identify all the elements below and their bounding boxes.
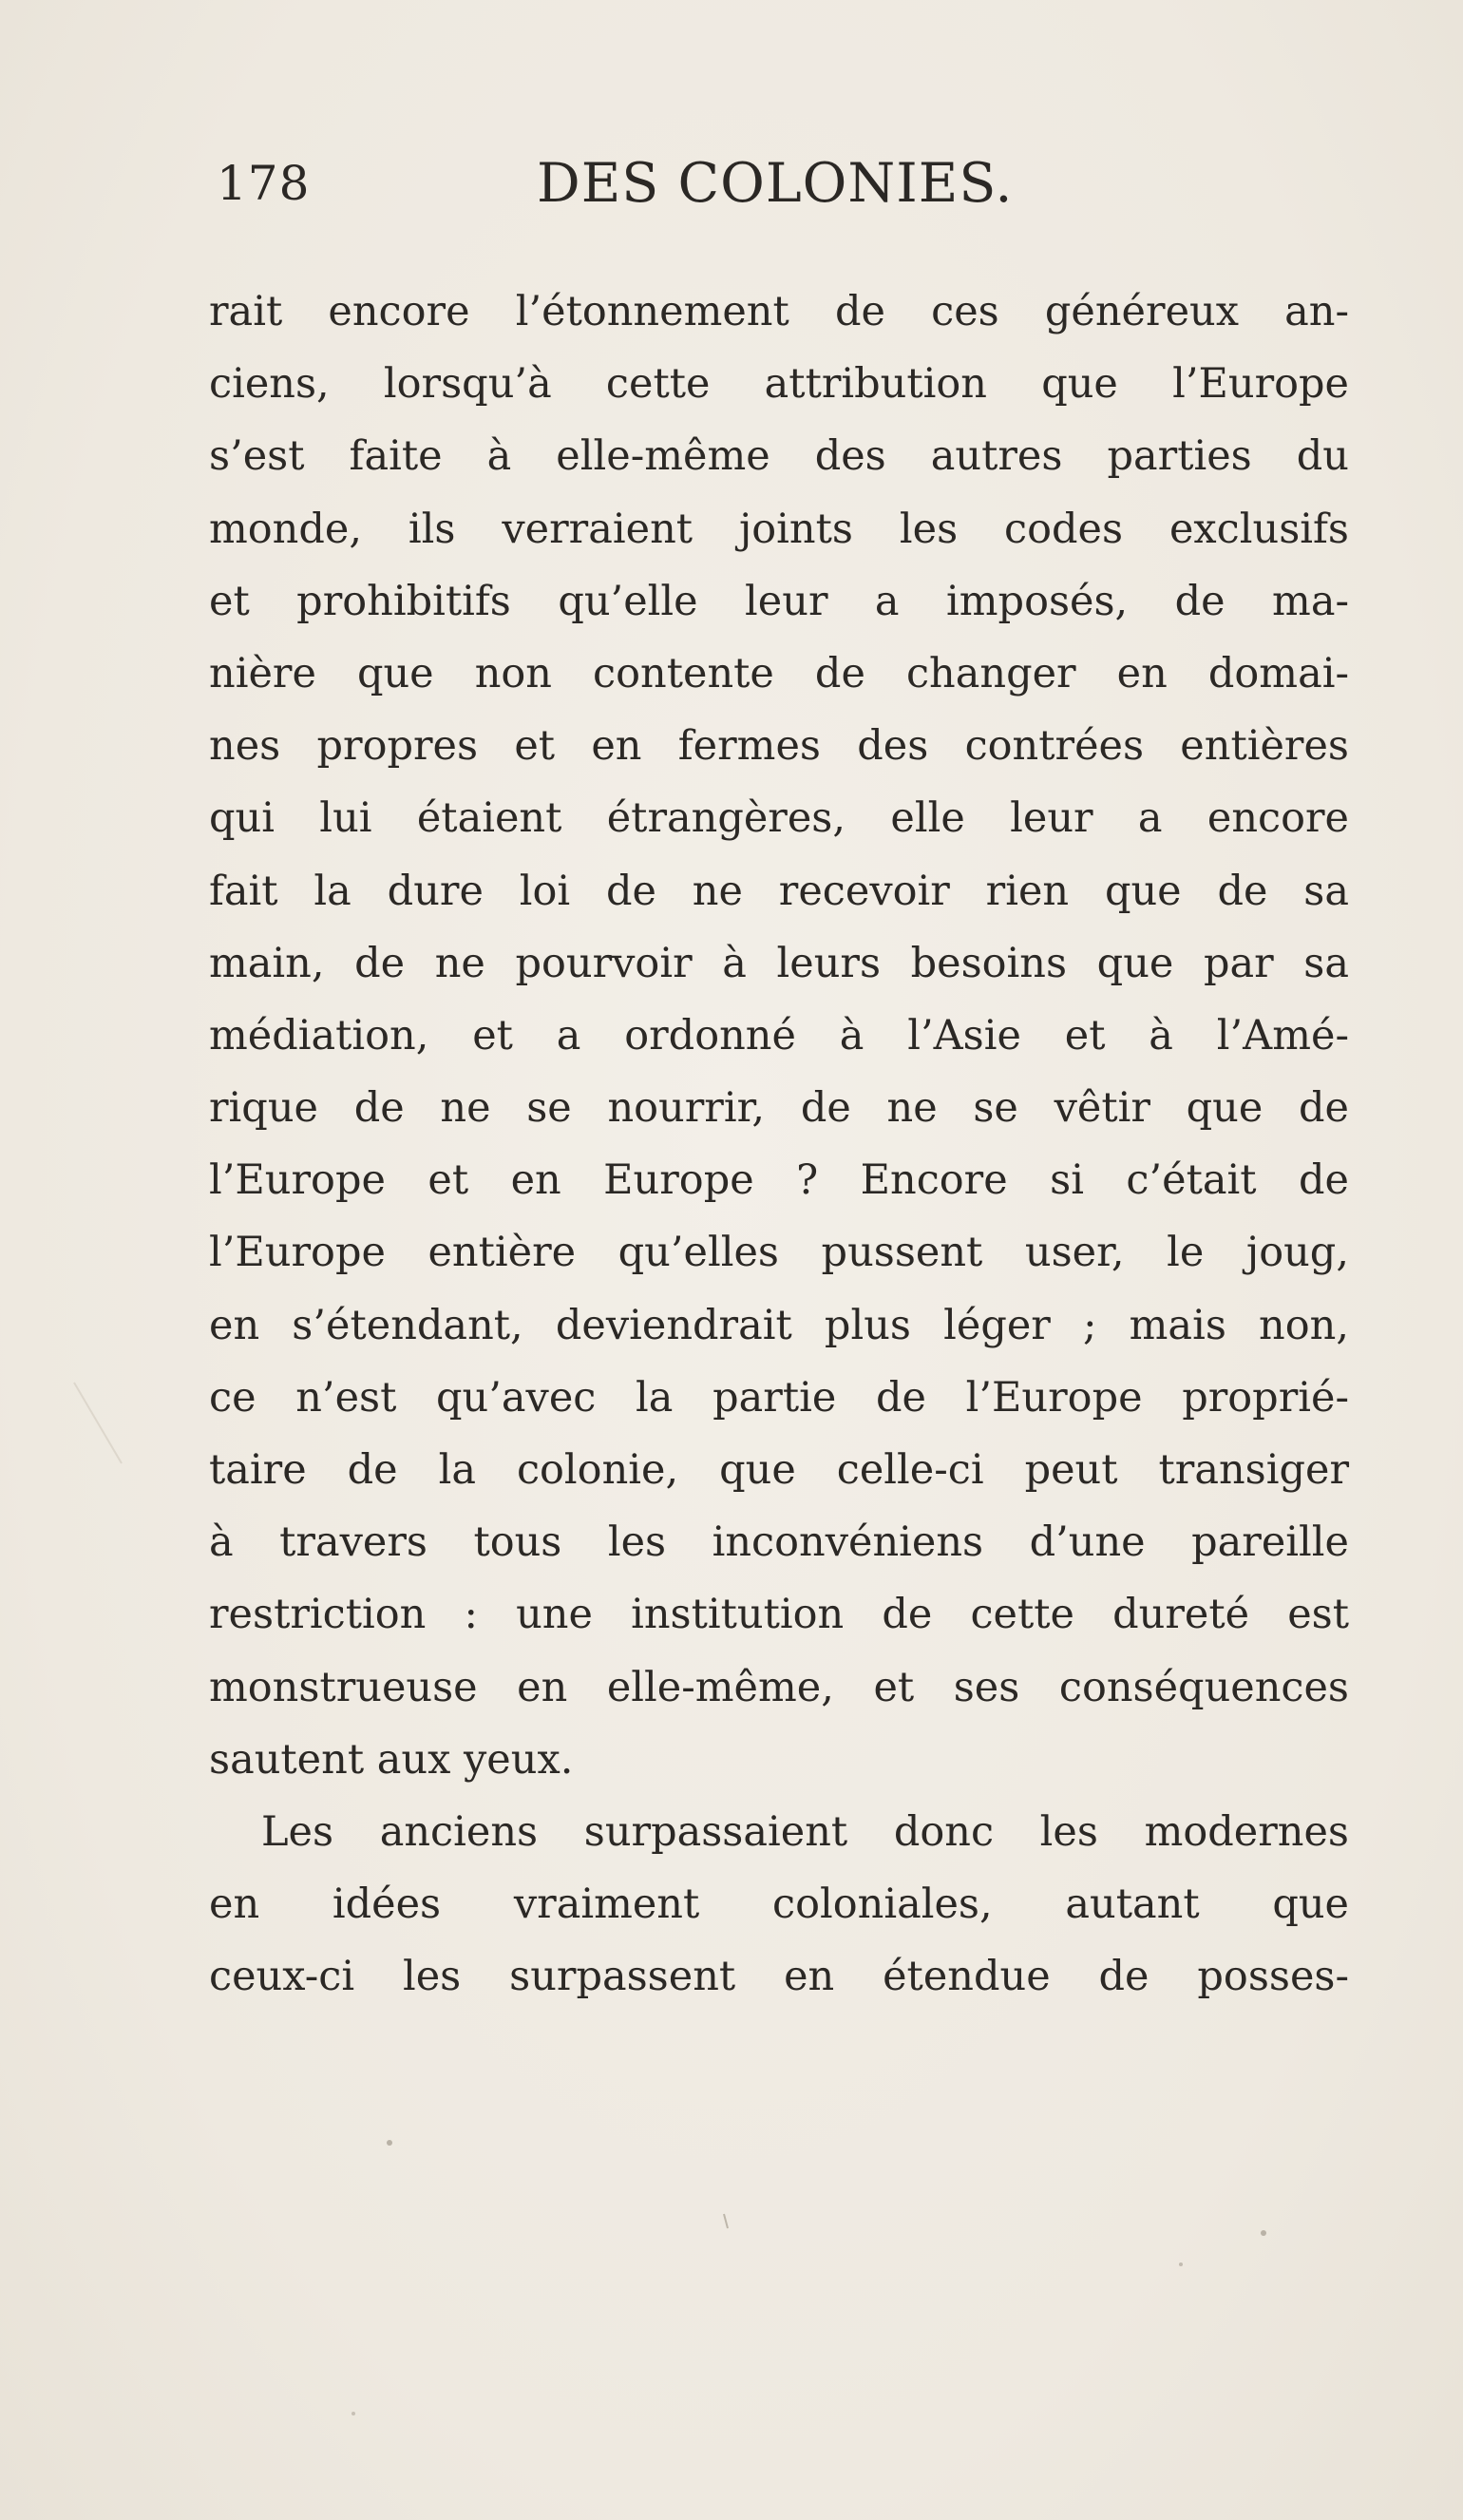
text-line: et prohibitifs qu’elle leur a imposés, de ma-: [209, 577, 1349, 625]
text-line: monde, ils verraient joints les codes exclusifs: [209, 505, 1349, 553]
text-line: ce n’est qu’avec la partie de l’Europe proprié-: [209, 1373, 1349, 1422]
text-line: restriction : une institution de cette dureté est: [209, 1591, 1349, 1639]
text-line: qui lui étaient étrangères, elle leur a encore: [209, 794, 1349, 843]
paragraph-start-line: Les anciens surpassaient donc les modernes: [261, 1807, 1349, 1856]
text-line: l’Europe entière qu’elles pussent user, le joug,: [209, 1229, 1349, 1277]
text-line: ciens, lorsqu’à cette attribution que l’Europe: [209, 360, 1349, 409]
running-title: DES COLONIES.: [537, 152, 1014, 215]
page-header: [0, 150, 1463, 217]
text-line: monstrueuse en elle-même, et ses conséquences: [209, 1663, 1349, 1711]
text-line: en s’étendant, deviendrait plus léger ; mais non,: [209, 1301, 1349, 1349]
text-line: s’est faite à elle-même des autres parties du: [209, 432, 1349, 481]
text-line: ceux-ci les surpassent en étendue de posses-: [209, 1953, 1349, 2001]
text-line: en idées vraiment coloniales, autant que: [209, 1880, 1349, 1929]
page-number: 178: [217, 156, 311, 211]
text-line: fait la dure loi de ne recevoir rien que de sa: [209, 867, 1349, 915]
text-line: main, de ne pourvoir à leurs besoins que par sa: [209, 939, 1349, 987]
text-line: rique de ne se nourrir, de ne se vêtir que de: [209, 1084, 1349, 1133]
body-text: [209, 276, 1349, 2014]
text-line: nière que non contente de changer en domai-: [209, 649, 1349, 697]
text-line: sautent aux yeux.: [209, 1735, 574, 1784]
text-line: à travers tous les inconvéniens d’une pareille: [209, 1518, 1349, 1567]
text-line: taire de la colonie, que celle-ci peut transiger: [209, 1446, 1349, 1494]
text-line: nes propres et en fermes des contrées entières: [209, 722, 1349, 771]
text-line: rait encore l’étonnement de ces généreux an-: [209, 288, 1349, 335]
text-line: médiation, et a ordonné à l’Asie et à l’Amé-: [209, 1011, 1349, 1060]
text-line: l’Europe et en Europe ? Encore si c’était de: [209, 1156, 1349, 1205]
